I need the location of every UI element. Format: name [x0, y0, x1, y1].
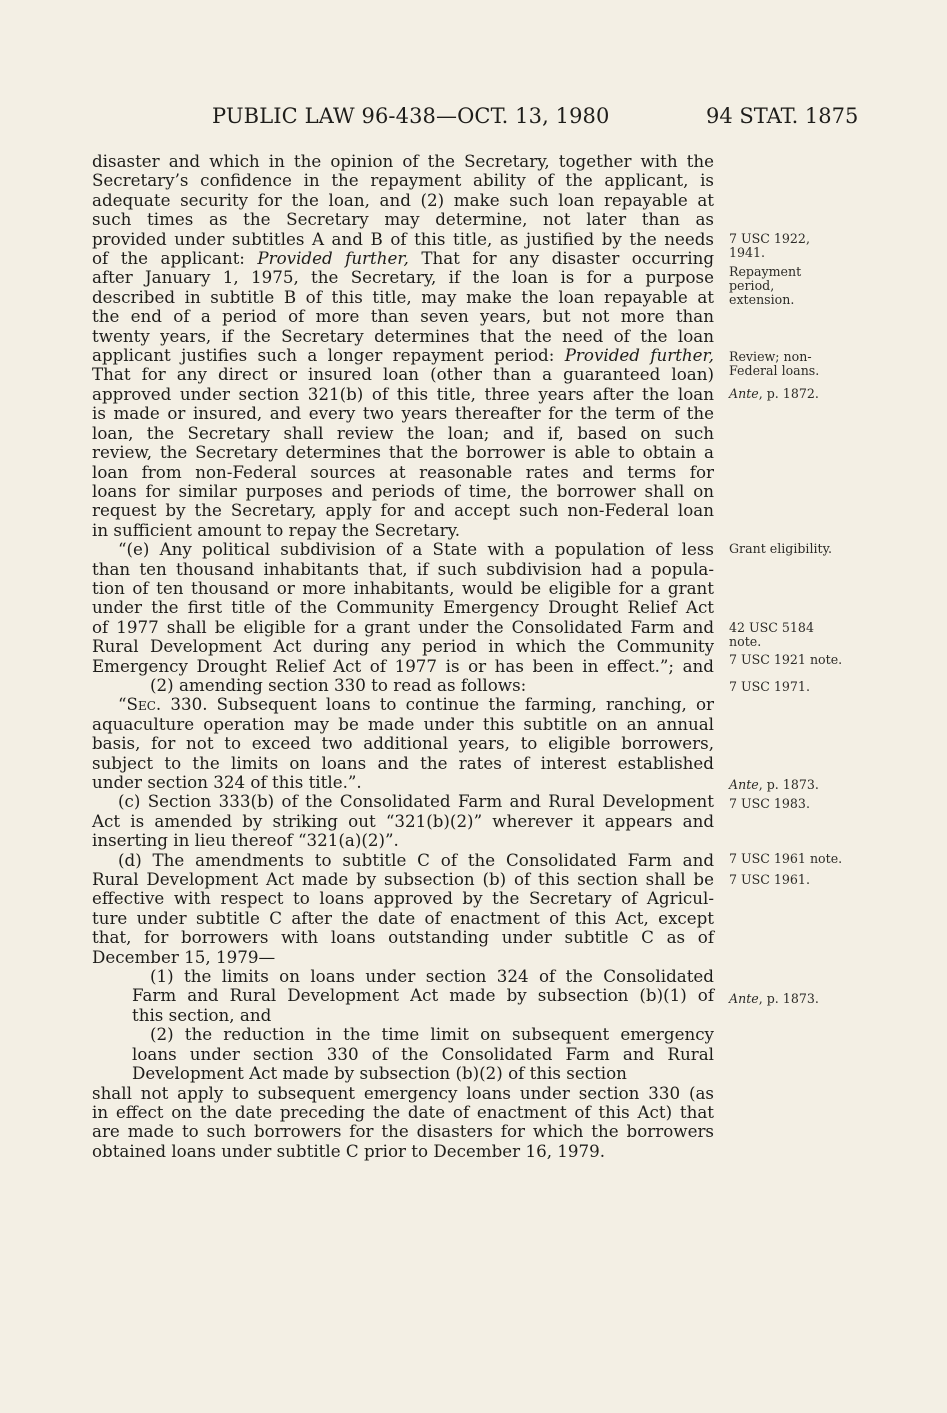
margin-note: Grant eligibility.: [729, 541, 833, 556]
text-line: in effect on the date preceding the date of enactment of this Act) that: [92, 1101, 714, 1122]
margin-note: Review; non- Federal loans.: [729, 349, 820, 378]
margin-note: [729, 778, 819, 792]
margin-note: 7 USC 1922, 1941.: [729, 231, 810, 260]
text-line: shall not apply to subsequent emergency loans under section 330 (as: [92, 1082, 714, 1103]
margin-note: 7 USC 1983.: [729, 796, 810, 811]
text-line: after January 1, 1975, the Secretary, if the loan is for a purpose: [92, 267, 714, 288]
text-line: (2) the reduction in the time limit on subsequent emergency: [150, 1024, 714, 1045]
text-line: is made or insured, and every two years thereafter for the term of the: [92, 403, 714, 424]
text-line: described in subtitle B of this title, may make the loan repayable at: [92, 286, 714, 307]
margin-note: 7 USC 1961 note.: [729, 851, 843, 866]
text-line: subject to the limits on loans and the rates of interest established: [92, 752, 714, 773]
text-line: request by the Secretary, apply for and accept such non-Federal loan: [92, 500, 714, 521]
text-line: December 15, 1979—: [92, 946, 276, 967]
text-line: of 1977 shall be eligible for a grant under the Consolidated Farm and: [92, 616, 714, 637]
text-line: loan from non-Federal sources at reasonable rates and terms for: [92, 461, 714, 482]
text-line: “(e) Any political subdivision of a State with a population of less: [118, 539, 714, 560]
text-line: loans for similar purposes and periods of time, the borrower shall on: [92, 480, 714, 501]
margin-note: 7 USC 1961.: [729, 872, 810, 887]
text-line: under section 324 of this title.”.: [92, 772, 362, 792]
text-line: disaster and which in the opinion of the Secretary, together with the: [92, 151, 714, 171]
margin-note: [729, 992, 819, 1006]
margin-note: Repayment period, extension.: [729, 264, 802, 307]
text-line: basis, for not to exceed two additional years, to eligible borrowers,: [92, 733, 714, 754]
margin-note: 7 USC 1971.: [729, 679, 810, 694]
text-line: approved under section 321(b) of this title, three years after the loan: [92, 383, 714, 404]
text-line: this section, and: [132, 1004, 272, 1025]
text-line: such times as the Secretary may determine, not later than as: [92, 209, 714, 230]
text-line: (d) The amendments to subtitle C of the Consolidated Farm and: [118, 849, 714, 870]
text-line: twenty years, if the Secretary determines that the need of the loan: [92, 325, 714, 346]
text-line: applicant justifies such a longer repayment period: Provided further,: [92, 345, 714, 366]
text-line: Emergency Drought Relief Act of 1977 is or has been in effect.”; and: [92, 655, 714, 676]
law-header-title: PUBLIC LAW 96-438—OCT. 13, 1980: [212, 104, 610, 128]
text-line: obtained loans under subtitle C prior to December 16, 1979.: [92, 1140, 606, 1161]
text-line: effective with respect to loans approved by the Secretary of Agricul-: [92, 888, 714, 909]
text-line: in sufficient amount to repay the Secretary.: [92, 519, 461, 540]
margin-note-line: Ante, p. 1872.: [729, 386, 819, 401]
margin-note-line: Ante, p. 1873.: [729, 991, 819, 1006]
margin-note-line: Ante, p. 1873.: [729, 777, 819, 792]
text-line: Development Act made by subsection (b)(2) of this section: [132, 1063, 627, 1084]
text-line: review, the Secretary determines that the borrower is able to obtain a: [92, 442, 714, 463]
text-line: of the applicant: Provided further, That for any disaster occurring: [92, 248, 714, 269]
text-line: “Sec. 330. Subsequent loans to continue the farming, ranching, or: [118, 694, 714, 715]
text-line: loans under section 330 of the Consolidated Farm and Rural: [132, 1043, 714, 1064]
text-line: That for any direct or insured loan (other than a guaranteed loan): [92, 364, 714, 385]
text-line: Secretary’s confidence in the repayment ability of the applicant, is: [92, 170, 714, 191]
text-line: tion of ten thousand or more inhabitants, would be eligible for a grant: [92, 577, 714, 598]
text-line: that, for borrowers with loans outstanding under subtitle C as of: [92, 927, 714, 948]
margin-note: [729, 387, 819, 401]
text-line: adequate security for the loan, and (2) make such loan repayable at: [92, 189, 714, 210]
body-text: [92, 152, 714, 1161]
text-line: Act is amended by striking out “321(b)(2)” wherever it appears and: [92, 810, 714, 831]
text-line: are made to such borrowers for the disasters for which the borrowers: [92, 1121, 714, 1142]
text-line: (1) the limits on loans under section 324 of the Consolidated: [150, 966, 714, 987]
text-line: inserting in lieu thereof “321(a)(2)”.: [92, 830, 399, 851]
text-line: Farm and Rural Development Act made by subsection (b)(1) of: [132, 985, 714, 1006]
text-line: the end of a period of more than seven years, but not more than: [92, 306, 714, 327]
text-line: Rural Development Act during any period in which the Community: [92, 636, 714, 657]
text-line: provided under subtitles A and B of this title, as justified by the needs: [92, 228, 714, 249]
text-line: loan, the Secretary shall review the loan; and if, based on such: [92, 422, 714, 443]
margin-note: 7 USC 1921 note.: [729, 652, 843, 667]
text-line: Rural Development Act made by subsection (b) of this section shall be: [92, 869, 714, 890]
text-line: aquaculture operation may be made under this subtitle on an annual: [92, 713, 714, 734]
text-line: (2) amending section 330 to read as follows:: [150, 674, 527, 695]
text-line: than ten thousand inhabitants that, if such subdivision had a popula-: [92, 558, 714, 579]
text-line: ture under subtitle C after the date of enactment of this Act, except: [92, 907, 714, 928]
text-line: (c) Section 333(b) of the Consolidated Farm and Rural Development: [118, 791, 714, 812]
margin-note: 42 USC 5184 note.: [729, 620, 814, 649]
text-line: under the first title of the Community Emergency Drought Relief Act: [92, 597, 714, 618]
statute-page-number: 94 STAT. 1875: [706, 104, 859, 128]
